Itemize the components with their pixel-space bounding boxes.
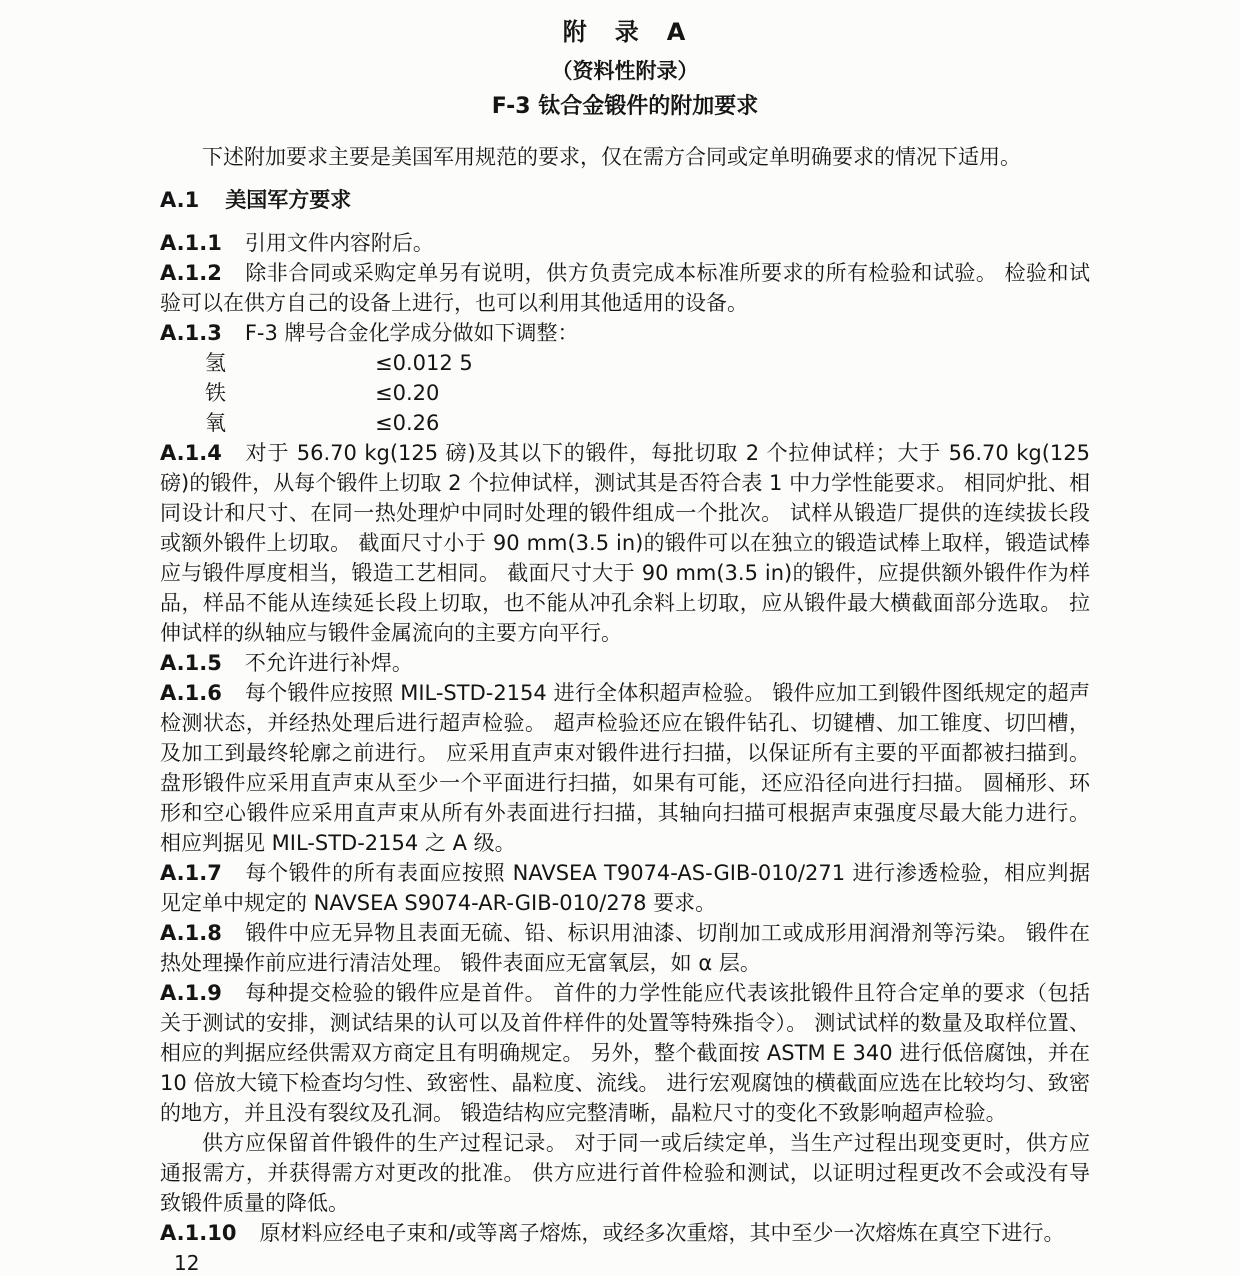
clause-text: 引用文件内容附后。 <box>244 231 434 255</box>
clause-A.1.6 <box>160 678 1090 858</box>
section-number: A.1 <box>160 188 200 212</box>
chem-row <box>160 348 1090 378</box>
clause-A.1.9 <box>160 978 1090 1128</box>
clause-number: A.1.3 <box>160 321 222 345</box>
clause-A.1.3 <box>160 318 1090 348</box>
clause-A.1.4 <box>160 438 1090 648</box>
clause-A.1.7 <box>160 858 1090 918</box>
clause-text: 锻件中应无异物且表面无硫、铅、标识用油漆、切削加工或成形用润滑剂等污染。 锻件在热处理操作前应进行清洁处理。 锻件表面应无富氧层，如 α 层。 <box>160 921 1090 975</box>
clause-text: 每个锻件应按照 MIL-STD-2154 进行全体积超声检验。 锻件应加工到锻件图纸规定的超声检测状态，并经热处理后进行超声检验。 超声检验还应在锻件钻孔、切键槽、加工锥度、切凹槽，及加工到最终轮廓之前进行。 应采用直声束对锻件进行扫描，以保证所有主要的平面都被扫描到。 盘形锻件应采用直声束从至少一个平面进行扫描，如果有可能，还应沿径向进行扫描。 圆桶形、环形和空心锻件应采用直声束从所有外表面进行扫描，其轴向扫描可根据声束强度尽最大能力进行。 相应判据见 MIL-STD-2154 之 A 级。 <box>160 681 1090 855</box>
chem-element: 氢 <box>205 351 226 375</box>
clause-text: 原材料应经电子束和/或等离子熔炼，或经多次重熔，其中至少一次熔炼在真空下进行。 <box>259 1221 1065 1245</box>
document-body <box>160 228 1090 1248</box>
chem-row <box>160 378 1090 408</box>
chem-limit: ≤0.012 5 <box>375 351 473 375</box>
clause-text: 除非合同或采购定单另有说明，供方负责完成本标准所要求的所有检验和试验。 检验和试验可以在供方自己的设备上进行，也可以利用其他适用的设备。 <box>160 261 1090 315</box>
clause-A.1.10 <box>160 1218 1090 1248</box>
clause-number: A.1.10 <box>160 1221 237 1245</box>
clause-A.1.2 <box>160 258 1090 318</box>
chem-limit: ≤0.26 <box>375 411 440 435</box>
clause-number: A.1.2 <box>160 261 222 285</box>
clause-number: A.1.6 <box>160 681 222 705</box>
clause-A.1.5 <box>160 648 1090 678</box>
clause-A.1.8 <box>160 918 1090 978</box>
appendix-heading: F-3 钛合金锻件的附加要求 <box>491 94 759 119</box>
clause-text: 每个锻件的所有表面应按照 NAVSEA T9074-AS-GIB-010/271 进行渗透检验，相应判据见定单中规定的 NAVSEA S9074-AR-GIB-010/278 要求。 <box>160 861 1090 915</box>
document-content <box>160 16 1090 1276</box>
clause-A.1.1 <box>160 228 1090 258</box>
clause-number: A.1.1 <box>160 231 222 255</box>
clause-text: 不允许进行补焊。 <box>244 651 413 675</box>
clause-number: A.1.4 <box>160 441 222 465</box>
chem-element: 氧 <box>205 411 226 435</box>
appendix-subtitle: （资料性附录） <box>551 59 699 83</box>
clause-number: A.1.8 <box>160 921 222 945</box>
clause-number: A.1.5 <box>160 651 222 675</box>
section-title: 美国军方要求 <box>225 188 352 212</box>
chem-element: 铁 <box>205 381 226 405</box>
clause-text: 对于 56.70 kg(125 磅)及其以下的锻件，每批切取 2 个拉伸试样；大于 56.70 kg(125 磅)的锻件，从每个锻件上切取 2 个拉伸试样，测试其是否符合表 1 中力学性能要求。 相同炉批、相同设计和尺寸、在同一热处理炉中同时处理的锻件组成一个批次。 试样从锻造厂提供的连续拔长段或额外锻件上切取。 截面尺寸小于 90 mm(3.5 in)的锻件可以在独立的锻造试棒上取样，锻造试棒应与锻件厚度相当，锻造工艺相同。 截面尺寸大于 90 mm(3.5 in)的锻件，应提供额外锻件作为样品，样品不能从连续延长段上切取，也不能从冲孔余料上切取，应从锻件最大横截面部分选取。 拉伸试样的纵轴应与锻件金属流向的主要方向平行。 <box>160 441 1090 645</box>
intro-paragraph: 下述附加要求主要是美国军用规范的要求，仅在需方合同或定单明确要求的情况下适用。 <box>202 145 1021 169</box>
appendix-title: 附 录 A <box>562 18 688 46</box>
continuation-paragraph: 供方应保留首件锻件的生产过程记录。 对于同一或后续定单，当生产过程出现变更时，供方应通报需方，并获得需方对更改的批准。 供方应进行首件检验和测试，以证明过程更改不会或没有导致锻件质量的降低。 <box>160 1131 1090 1215</box>
clause-number: A.1.9 <box>160 981 222 1005</box>
chem-limit: ≤0.20 <box>375 381 440 405</box>
clause-number: A.1.7 <box>160 861 222 885</box>
clause-text: F-3 牌号合金化学成分做如下调整： <box>244 321 579 345</box>
section-heading <box>160 185 1090 215</box>
page-number: 12 <box>174 1251 200 1275</box>
chem-row <box>160 408 1090 438</box>
clause-text: 每种提交检验的锻件应是首件。 首件的力学性能应代表该批锻件且符合定单的要求（包括关于测试的安排，测试结果的认可以及首件样件的处置等特殊指令）。 测试试样的数量及取样位置、相应的判据应经供需双方商定且有明确规定。 另外，整个截面按 ASTM E 340 进行低倍腐蚀，并在 10 倍放大镜下检查均匀性、致密性、晶粒度、流线。 进行宏观腐蚀的横截面应选在比较均匀、致密的地方，并且没有裂纹及孔洞。 锻造结构应完整清晰，晶粒尺寸的变化不致影响超声检验。 <box>160 981 1090 1125</box>
